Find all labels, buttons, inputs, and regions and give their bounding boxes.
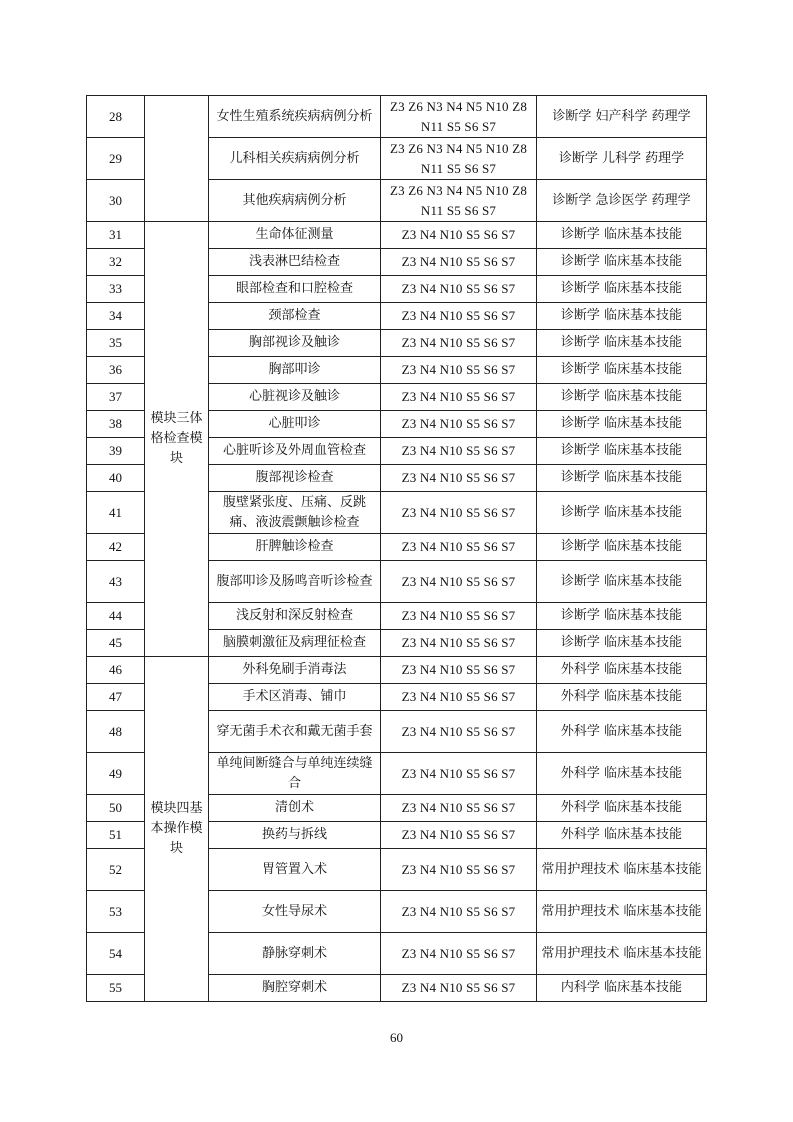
code-cell: Z3 N4 N10 S5 S6 S7 [381, 465, 537, 492]
table-row [87, 657, 707, 684]
course-cell: 内科学 临床基本技能 [537, 975, 707, 1002]
item-cell: 胸腔穿刺术 [209, 975, 381, 1002]
item-cell: 生命体征测量 [209, 222, 381, 249]
item-cell: 静脉穿刺术 [209, 933, 381, 975]
row-number: 55 [87, 975, 145, 1002]
row-number: 42 [87, 534, 145, 561]
table-row [87, 222, 707, 249]
course-cell: 常用护理技术 临床基本技能 [537, 891, 707, 933]
item-cell: 女性导尿术 [209, 891, 381, 933]
row-number: 28 [87, 96, 145, 138]
item-cell: 腹部视诊检查 [209, 465, 381, 492]
item-cell: 清创术 [209, 795, 381, 822]
row-number: 46 [87, 657, 145, 684]
item-cell: 胸部叩诊 [209, 357, 381, 384]
code-cell: Z3 N4 N10 S5 S6 S7 [381, 657, 537, 684]
code-cell: Z3 N4 N10 S5 S6 S7 [381, 249, 537, 276]
item-cell: 心脏听诊及外周血管检查 [209, 438, 381, 465]
course-cell: 诊断学 临床基本技能 [537, 492, 707, 534]
item-cell: 浅反射和深反射检查 [209, 603, 381, 630]
row-number: 54 [87, 933, 145, 975]
row-number: 45 [87, 630, 145, 657]
row-number: 51 [87, 822, 145, 849]
table-row [87, 96, 707, 138]
row-number: 37 [87, 384, 145, 411]
course-cell: 外科学 临床基本技能 [537, 657, 707, 684]
code-cell: Z3 N4 N10 S5 S6 S7 [381, 384, 537, 411]
row-number: 53 [87, 891, 145, 933]
code-cell: Z3 N4 N10 S5 S6 S7 [381, 975, 537, 1002]
row-number: 38 [87, 411, 145, 438]
course-cell: 诊断学 临床基本技能 [537, 330, 707, 357]
code-cell: Z3 N4 N10 S5 S6 S7 [381, 711, 537, 753]
code-cell: Z3 Z6 N3 N4 N5 N10 Z8 N11 S5 S6 S7 [381, 180, 537, 222]
row-number: 48 [87, 711, 145, 753]
code-cell: Z3 N4 N10 S5 S6 S7 [381, 357, 537, 384]
row-number: 34 [87, 303, 145, 330]
row-number: 43 [87, 561, 145, 603]
course-cell: 诊断学 临床基本技能 [537, 357, 707, 384]
row-number: 49 [87, 753, 145, 795]
code-cell: Z3 N4 N10 S5 S6 S7 [381, 753, 537, 795]
course-cell: 诊断学 临床基本技能 [537, 249, 707, 276]
item-cell: 心脏视诊及触诊 [209, 384, 381, 411]
course-cell: 诊断学 儿科学 药理学 [537, 138, 707, 180]
row-number: 40 [87, 465, 145, 492]
code-cell: Z3 N4 N10 S5 S6 S7 [381, 561, 537, 603]
row-number: 50 [87, 795, 145, 822]
item-cell: 颈部检查 [209, 303, 381, 330]
code-cell: Z3 N4 N10 S5 S6 S7 [381, 330, 537, 357]
item-cell: 腹壁紧张度、压痛、反跳痛、液波震颤触诊检查 [209, 492, 381, 534]
course-cell: 常用护理技术 临床基本技能 [537, 849, 707, 891]
course-cell: 常用护理技术 临床基本技能 [537, 933, 707, 975]
code-cell: Z3 N4 N10 S5 S6 S7 [381, 603, 537, 630]
item-cell: 胸部视诊及触诊 [209, 330, 381, 357]
code-cell: Z3 N4 N10 S5 S6 S7 [381, 822, 537, 849]
course-cell: 诊断学 临床基本技能 [537, 561, 707, 603]
item-cell: 肝脾触诊检查 [209, 534, 381, 561]
course-cell: 诊断学 临床基本技能 [537, 630, 707, 657]
row-number: 47 [87, 684, 145, 711]
item-cell: 儿科相关疾病病例分析 [209, 138, 381, 180]
row-number: 36 [87, 357, 145, 384]
item-cell: 浅表淋巴结检查 [209, 249, 381, 276]
course-cell: 诊断学 临床基本技能 [537, 603, 707, 630]
item-cell: 单纯间断缝合与单纯连续缝合 [209, 753, 381, 795]
code-cell: Z3 N4 N10 S5 S6 S7 [381, 795, 537, 822]
item-cell: 手术区消毒、铺巾 [209, 684, 381, 711]
code-cell: Z3 N4 N10 S5 S6 S7 [381, 411, 537, 438]
code-cell: Z3 N4 N10 S5 S6 S7 [381, 849, 537, 891]
item-cell: 胃管置入术 [209, 849, 381, 891]
item-cell: 心脏叩诊 [209, 411, 381, 438]
item-cell: 腹部叩诊及肠鸣音听诊检查 [209, 561, 381, 603]
course-cell: 外科学 临床基本技能 [537, 684, 707, 711]
page-number: 60 [390, 1030, 403, 1045]
row-number: 39 [87, 438, 145, 465]
row-number: 31 [87, 222, 145, 249]
module-cell: 模块三体格检查模块 [145, 222, 209, 657]
code-cell: Z3 N4 N10 S5 S6 S7 [381, 276, 537, 303]
row-number: 30 [87, 180, 145, 222]
row-number: 32 [87, 249, 145, 276]
course-cell: 诊断学 临床基本技能 [537, 222, 707, 249]
code-cell: Z3 N4 N10 S5 S6 S7 [381, 222, 537, 249]
code-cell: Z3 N4 N10 S5 S6 S7 [381, 438, 537, 465]
code-cell: Z3 N4 N10 S5 S6 S7 [381, 630, 537, 657]
item-cell: 眼部检查和口腔检查 [209, 276, 381, 303]
item-cell: 脑膜刺激征及病理征检查 [209, 630, 381, 657]
item-cell: 穿无菌手术衣和戴无菌手套 [209, 711, 381, 753]
course-cell: 诊断学 临床基本技能 [537, 465, 707, 492]
row-number: 33 [87, 276, 145, 303]
item-cell: 换药与拆线 [209, 822, 381, 849]
item-cell: 其他疾病病例分析 [209, 180, 381, 222]
course-cell: 外科学 临床基本技能 [537, 795, 707, 822]
curriculum-table [86, 95, 707, 1002]
row-number: 52 [87, 849, 145, 891]
course-cell: 诊断学 临床基本技能 [537, 384, 707, 411]
code-cell: Z3 N4 N10 S5 S6 S7 [381, 933, 537, 975]
module-cell [145, 96, 209, 222]
code-cell: Z3 N4 N10 S5 S6 S7 [381, 492, 537, 534]
code-cell: Z3 N4 N10 S5 S6 S7 [381, 891, 537, 933]
row-number: 44 [87, 603, 145, 630]
code-cell: Z3 Z6 N3 N4 N5 N10 Z8 N11 S5 S6 S7 [381, 96, 537, 138]
code-cell: Z3 N4 N10 S5 S6 S7 [381, 684, 537, 711]
row-number: 35 [87, 330, 145, 357]
course-cell: 诊断学 急诊医学 药理学 [537, 180, 707, 222]
row-number: 41 [87, 492, 145, 534]
course-cell: 诊断学 临床基本技能 [537, 534, 707, 561]
course-cell: 诊断学 临床基本技能 [537, 303, 707, 330]
course-cell: 外科学 临床基本技能 [537, 822, 707, 849]
course-cell: 诊断学 临床基本技能 [537, 438, 707, 465]
item-cell: 外科免刷手消毒法 [209, 657, 381, 684]
module-cell: 模块四基本操作模块 [145, 657, 209, 1002]
code-cell: Z3 N4 N10 S5 S6 S7 [381, 534, 537, 561]
row-number: 29 [87, 138, 145, 180]
code-cell: Z3 Z6 N3 N4 N5 N10 Z8 N11 S5 S6 S7 [381, 138, 537, 180]
course-cell: 诊断学 妇产科学 药理学 [537, 96, 707, 138]
course-cell: 外科学 临床基本技能 [537, 711, 707, 753]
course-cell: 诊断学 临床基本技能 [537, 411, 707, 438]
item-cell: 女性生殖系统疾病病例分析 [209, 96, 381, 138]
code-cell: Z3 N4 N10 S5 S6 S7 [381, 303, 537, 330]
course-cell: 外科学 临床基本技能 [537, 753, 707, 795]
course-cell: 诊断学 临床基本技能 [537, 276, 707, 303]
